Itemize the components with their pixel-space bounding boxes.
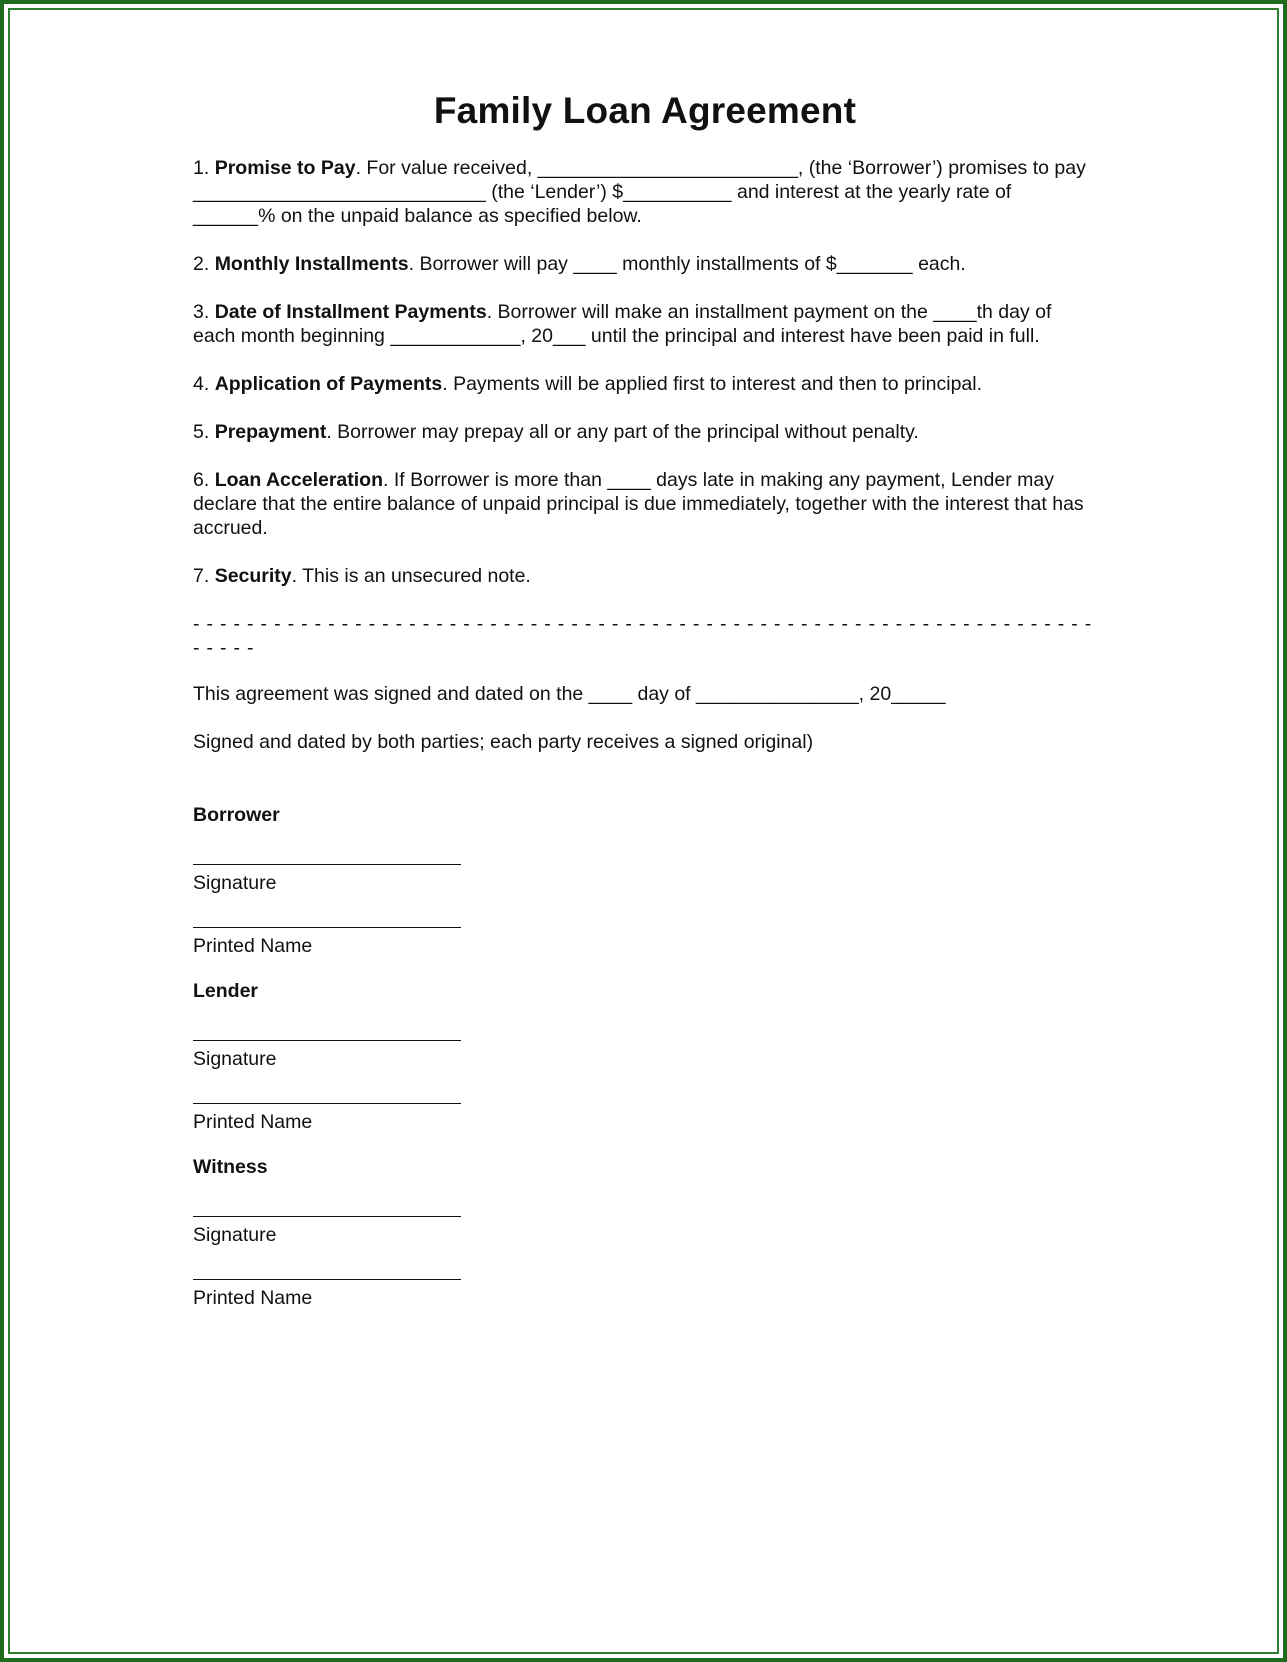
signature-caption: Signature xyxy=(193,1048,277,1070)
party-witness xyxy=(193,1155,1093,1310)
clause-date-of-installment-payments xyxy=(193,300,1093,348)
clause-number: 6. xyxy=(193,469,215,491)
printed-name-line[interactable] xyxy=(193,1279,461,1280)
clause-heading: Promise to Pay xyxy=(214,157,356,179)
signed-date-line: This agreement was signed and dated on the ____ day of _______________, 20_____ xyxy=(193,683,946,705)
clause-heading: Security xyxy=(214,565,292,587)
party-borrower xyxy=(193,803,1093,958)
printed-name-caption: Printed Name xyxy=(193,935,313,957)
clause-loan-acceleration xyxy=(193,468,1093,540)
printed-name-caption: Printed Name xyxy=(193,1287,313,1309)
clause-number: 2. xyxy=(193,253,215,275)
clause-heading: Prepayment xyxy=(214,421,327,443)
clause-number: 4. xyxy=(193,373,215,395)
printed-name-caption: Printed Name xyxy=(193,1111,313,1133)
clause-heading: Date of Installment Payments xyxy=(214,301,487,323)
printed-name-line[interactable] xyxy=(193,927,461,928)
clause-text: . Payments will be applied first to interest and then to principal. xyxy=(442,373,983,395)
party-label: Lender xyxy=(193,980,259,1002)
clause-heading: Loan Acceleration xyxy=(214,469,384,491)
signature-caption: Signature xyxy=(193,1224,277,1246)
clause-heading: Monthly Installments xyxy=(214,253,409,275)
signed-note: Signed and dated by both parties; each party receives a signed original) xyxy=(193,731,814,753)
document-title: Family Loan Agreement xyxy=(433,90,857,131)
party-lender xyxy=(193,979,1093,1134)
signature-caption: Signature xyxy=(193,872,277,894)
party-label: Borrower xyxy=(193,804,280,826)
signature-line[interactable] xyxy=(193,1040,461,1041)
clause-heading: Application of Payments xyxy=(214,373,443,395)
clause-number: 3. xyxy=(193,301,215,323)
clause-text: . If Borrower is more than ____ days late in making any payment, Lender may declare that the entire balance of unpaid principal is due immediately, together with the interest that has accrued. xyxy=(193,469,1084,539)
separator-line: - - - - - - - - - - - - - - - - - - - - - - - - - - - - - - - - - - - - - - - - - - - - - - - - - - - - - - - - - - - - - - - - - - - - - - - - xyxy=(193,613,1093,659)
party-label: Witness xyxy=(193,1156,268,1178)
printed-name-line[interactable] xyxy=(193,1103,461,1104)
clause-number: 5. xyxy=(193,421,215,443)
clause-monthly-installments xyxy=(193,252,1093,276)
clause-application-of-payments xyxy=(193,372,1093,396)
clause-text: . For value received, ________________________, (the ‘Borrower’) promises to pay ___________________________ (the ‘Lender’) $__________ and interest at the yearly rate of ______% on the unpaid balance as specified below. xyxy=(193,157,1086,227)
clause-text: . Borrower will pay ____ monthly installments of $_______ each. xyxy=(408,253,966,275)
clause-text: . Borrower will make an installment payment on the ____th day of each month beginning ____________, 20___ until the principal and interest have been paid in full. xyxy=(193,301,1052,347)
document-page xyxy=(193,88,1093,1310)
clause-number: 7. xyxy=(193,565,215,587)
signature-line[interactable] xyxy=(193,864,461,865)
clause-prepayment xyxy=(193,420,1093,444)
clause-security xyxy=(193,564,1093,588)
signature-line[interactable] xyxy=(193,1216,461,1217)
clause-number: 1. xyxy=(193,157,215,179)
clause-text: . This is an unsecured note. xyxy=(291,565,531,587)
clause-text: . Borrower may prepay all or any part of the principal without penalty. xyxy=(326,421,919,443)
clause-promise-to-pay xyxy=(193,156,1093,228)
